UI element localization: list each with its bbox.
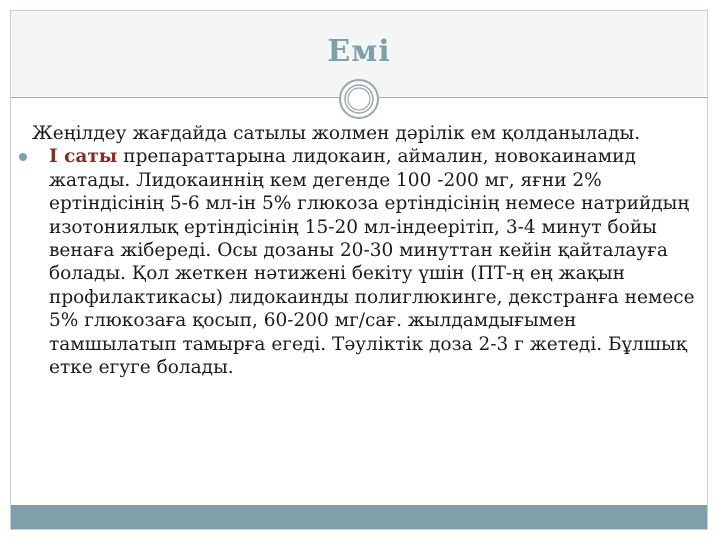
- slide-title: Емі: [327, 34, 391, 69]
- bullet-text: препараттарына лидокаин, аймалин, новокаинамид жатады. Лидокаиннің кем дегенде 100 -200 мг, яғни 2% ертіндісінің 5-6 мл-ін 5% глюкоза ертіндісінің немесе натрийдың изотониялық ертіндісінің 15-20 мл-індеерітіп, 3-4 минут бойы венаға жібереді. Осы дозаны 20-30 минуттан кейін қайталауға болады. Қол жеткен нәтижені бекіту үшін (ПТ-ң ең жақын профилактикасы) лидокаинды полиглюкинге, декстранға немесе 5% глюкозаға қосып, 60-200 мг/сағ. жылдамдығымен тамшылатып тамырға егеді. Тәуліктік доза 2-3 г жетеді. Бұлшық етке егуге болады.: [49, 146, 695, 379]
- slide-content: [32, 122, 702, 379]
- ring-ornament-icon: [338, 78, 380, 120]
- bullet-lead: І саты: [49, 146, 118, 168]
- intro-paragraph: Жеңілдеу жағдайда сатылы жолмен дәрілік ем қолданылады.: [32, 123, 641, 144]
- footer-band: [11, 505, 707, 529]
- bullet-item-stage-1: [32, 145, 702, 379]
